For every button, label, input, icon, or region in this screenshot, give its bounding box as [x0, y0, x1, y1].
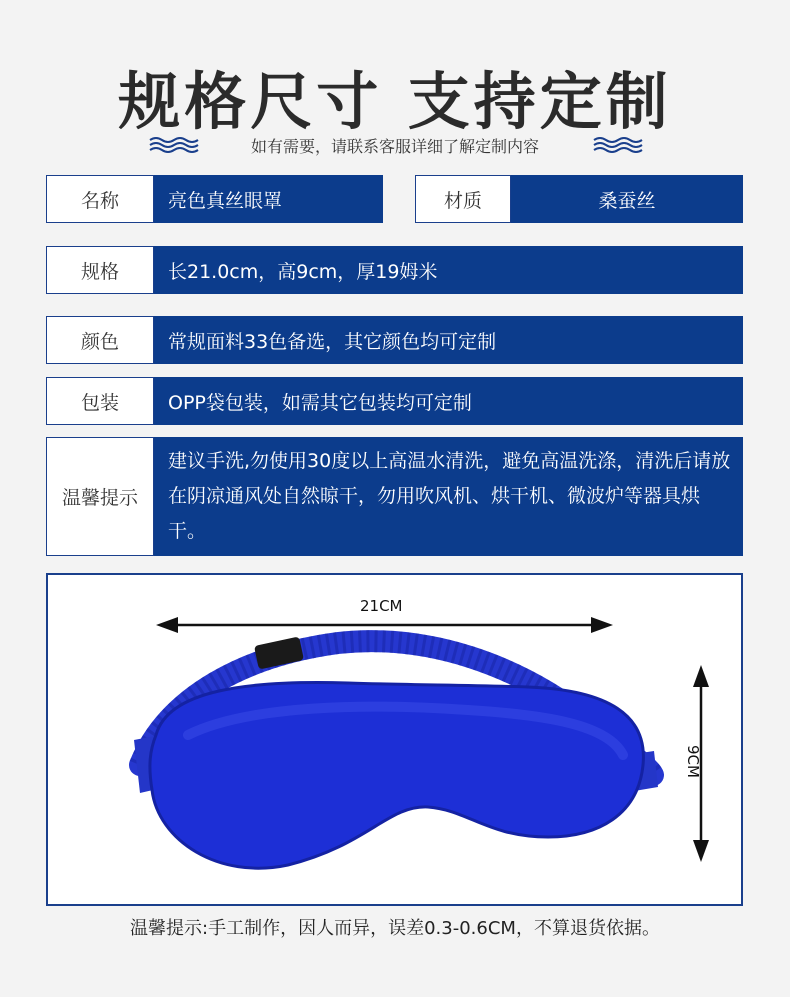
spec-label-size: 规格 — [46, 246, 154, 294]
eye-mask-illustration — [48, 575, 741, 904]
spec-row-size — [46, 246, 743, 294]
spec-label-tips: 温馨提示 — [46, 437, 154, 556]
spec-value-tips: 建议手洗,勿使用30度以上高温水清洗，避免高温洗涤，清洗后请放在阴凉通风处自然晾干，勿用吹风机、烘干机、微波炉等器具烘干。 — [154, 437, 743, 556]
spec-value-color: 常规面料33色备选，其它颜色均可定制 — [154, 316, 743, 364]
spec-row-name-material — [46, 175, 743, 223]
spec-label-name: 名称 — [46, 175, 154, 223]
spec-label-packaging: 包装 — [46, 377, 154, 425]
wave-right-icon — [592, 136, 644, 154]
footer-note: 温馨提示:手工制作，因人而异，误差0.3-0.6CM，不算退货依据。 — [130, 918, 660, 939]
spec-row-tips — [46, 437, 743, 556]
width-label: 21CM — [360, 597, 403, 615]
spec-value-material: 桑蚕丝 — [511, 175, 743, 223]
spec-value-name: 亮色真丝眼罩 — [154, 175, 383, 223]
spec-row-packaging — [46, 377, 743, 425]
spec-value-size: 长21.0cm，高9cm，厚19姆米 — [154, 246, 743, 294]
height-label: 9CM — [684, 745, 702, 778]
product-figure — [46, 573, 743, 906]
page-title: 规格尺寸 支持定制 — [118, 65, 672, 138]
spec-value-packaging: OPP袋包装，如需其它包装均可定制 — [154, 377, 743, 425]
spec-label-material: 材质 — [415, 175, 511, 223]
spec-row-color — [46, 316, 743, 364]
page-subtitle: 如有需要，请联系客服详细了解定制内容 — [250, 137, 539, 156]
spec-label-color: 颜色 — [46, 316, 154, 364]
